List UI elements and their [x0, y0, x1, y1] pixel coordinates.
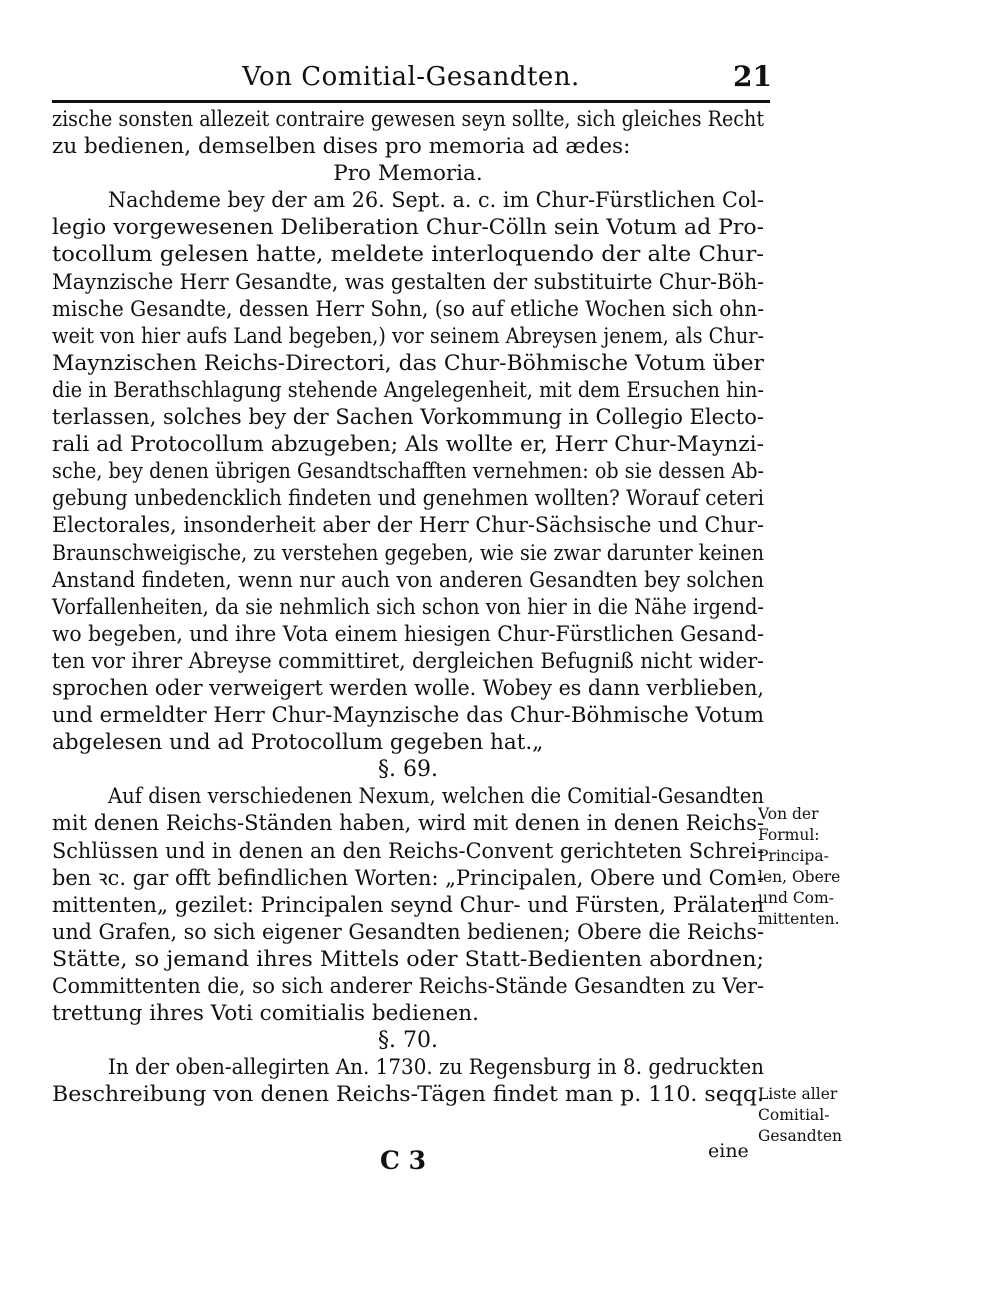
text-line: Nachdeme bey der am 26. Sept. a. c. im Chur-Fürstlichen Col- [108, 188, 764, 214]
text-line: Braunschweigische, zu verstehen gegeben, wie sie zwar darunter keinen [52, 540, 764, 566]
body-text [52, 106, 764, 1108]
margin-note-line: mittenten. [758, 910, 840, 928]
margin-note-line: Gesandten [758, 1127, 843, 1145]
margin-note-formul [758, 804, 848, 930]
text-line: Maynzische Herr Gesandte, was gestalten der substituirte Chur-Böh- [52, 269, 764, 295]
margin-note-line: Formul: [758, 826, 820, 844]
margin-note-line: Von der [758, 805, 819, 823]
text-line: trettung ihres Voti comitialis bedienen. [52, 1001, 479, 1027]
text-line: Maynzischen Reichs-Directori, das Chur-Böhmische Votum über [52, 350, 764, 376]
text-line: tocollum gelesen hatte, meldete interloquendo der alte Chur- [52, 242, 764, 268]
text-line: sche, bey denen übrigen Gesandtschafften vernehmen: ob sie dessen Ab- [52, 459, 764, 485]
text-line: Committenten die, so sich anderer Reichs-Stände Gesandten zu Ver- [52, 974, 764, 999]
text-line: zische sonsten allezeit contraire gewesen seyn sollte, sich gleiches Recht [52, 107, 764, 132]
margin-note-liste [758, 1084, 848, 1147]
text-line: wo begeben, und ihre Vota einem hiesigen Chur-Fürstlichen Gesand- [52, 621, 764, 647]
text-line: Vorfallenheiten, da sie nehmlich sich schon von hier in die Nähe irgend- [52, 594, 764, 620]
margin-note-line: Principa- [758, 847, 829, 865]
text-line: gebung unbedencklich findeten und genehmen wollten? Worauf ceteri [52, 486, 764, 512]
running-title: Von Comitial-Gesandten. [242, 62, 580, 92]
margin-note-line: und Com- [758, 889, 834, 907]
section-heading-69: §. 69. [378, 757, 438, 783]
margin-note-line: len, Obere [758, 868, 841, 886]
text-line: und ermeldter Herr Chur-Maynzische das Chur-Böhmische Votum [52, 703, 764, 729]
text-line: weit von hier aufs Land begeben,) vor seinem Abreysen jenem, als Chur- [52, 323, 764, 349]
margin-note-line: Liste aller [758, 1085, 838, 1103]
text-line: terlassen, solches bey der Sachen Vorkommung in Collegio Electo- [52, 405, 764, 431]
text-line: abgelesen und ad Protocollum gegeben hat.„ [52, 730, 544, 756]
text-line: mittenten„ gezilet: Principalen seynd Chur- und Fürsten, Prälaten [52, 892, 764, 918]
text-line: mit denen Reichs-Ständen haben, wird mit denen in denen Reichs- [52, 811, 764, 837]
text-line: legio vorgewesenen Deliberation Chur-Cölln sein Votum ad Pro- [52, 215, 764, 241]
margin-note-line: Comitial- [758, 1106, 830, 1124]
text-line: ten vor ihrer Abreyse committiret, dergleichen Befugniß nicht wider- [52, 648, 764, 674]
text-line: Anstand findeten, wenn nur auch von anderen Gesandten bey solchen [52, 567, 764, 593]
memo-heading: Pro Memoria. [333, 161, 483, 187]
text-line: rali ad Protocollum abzugeben; Als wollte er, Herr Chur-Maynzi- [52, 432, 764, 458]
text-line: In der oben-allegirten An. 1730. zu Regensburg in 8. gedruckten [108, 1055, 764, 1081]
text-line: Auf disen verschiedenen Nexum, welchen die Comitial-Gesandten [108, 784, 764, 810]
text-line: Schlüssen und in denen an den Reichs-Convent gerichteten Schrei- [52, 838, 764, 864]
text-line: zu bedienen, demselben dises pro memoria ad ædes: [52, 134, 631, 160]
text-line: mische Gesandte, dessen Herr Sohn, (so auf etliche Wochen sich ohn- [52, 296, 764, 322]
text-line: Stätte, so jemand ihres Mittels oder Statt-Bedienten abordnen; [52, 946, 764, 972]
page-tail-word: eine [708, 1140, 749, 1162]
page-header [52, 60, 770, 103]
text-line: sprochen oder verweigert werden wolle. Wobey es dann verblieben, [52, 675, 764, 701]
text-line: ben ꝛc. gar offt befindlichen Worten: „Principalen, Obere und Com- [52, 865, 764, 891]
text-line: und Grafen, so sich eigener Gesandten bedienen; Obere die Reichs- [52, 919, 764, 945]
text-line: Beschreibung von denen Reichs-Tägen findet man p. 110. seqq. [52, 1082, 765, 1108]
text-line: die in Berathschlagung stehende Angelegenheit, mit dem Ersuchen hin- [52, 377, 764, 403]
text-line: Electorales, insonderheit aber der Herr Chur-Sächsische und Chur- [52, 513, 764, 539]
catchword-signature: C 3 [380, 1146, 426, 1175]
page-number: 21 [733, 60, 772, 93]
section-heading-70: §. 70. [378, 1028, 438, 1054]
